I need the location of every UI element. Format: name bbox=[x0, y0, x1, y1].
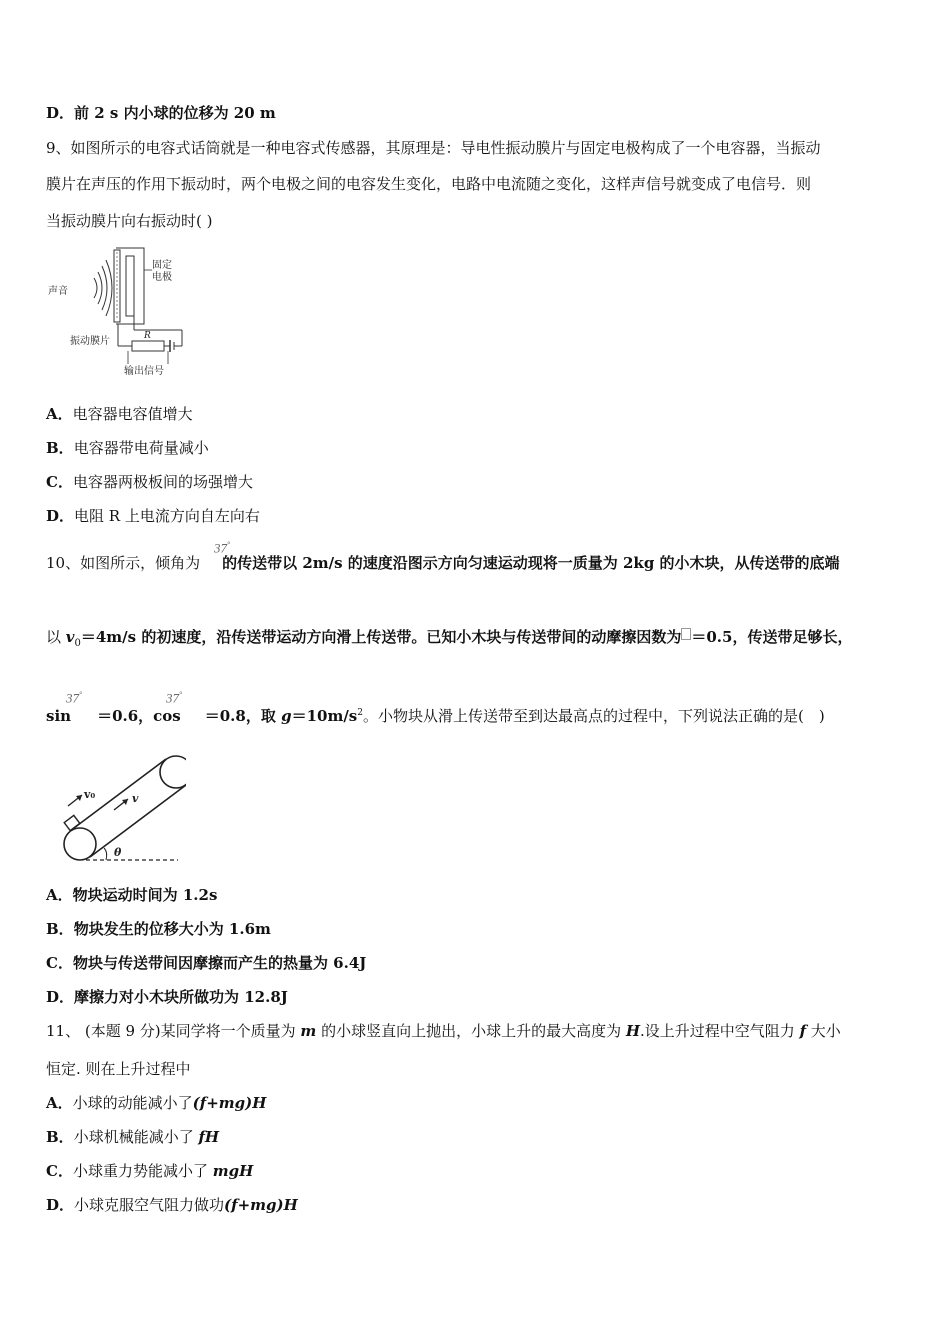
label-theta: θ bbox=[114, 846, 122, 859]
option-text: 摩擦力对小木块所做功为 12.8J bbox=[74, 988, 288, 1006]
option-formula: (f+mg)H bbox=[224, 1196, 298, 1214]
option-label: A． bbox=[46, 1094, 73, 1112]
q9-stem-line-2: 膜片在声压的作用下振动时，两个电极之间的电容发生变化，电路中电流随之变化，这样声信号就变成了电信号．则 bbox=[46, 175, 812, 193]
conveyor-diagram bbox=[56, 748, 186, 868]
option-text: 小球机械能减小了 bbox=[73, 1128, 199, 1146]
H-symbol: H bbox=[625, 1022, 641, 1040]
q11-text: 的小球竖直向上抛出，小球上升的最大高度为 bbox=[316, 1022, 626, 1040]
angle-37-cos bbox=[166, 690, 182, 706]
q10-stem-line-3 bbox=[46, 703, 825, 726]
q11-text: 11、 (本题 9 分)某同学将一个质量为 bbox=[46, 1022, 301, 1040]
q9-stem-line-3: 当振动膜片向右振动时( ) bbox=[46, 212, 213, 230]
v0-sub: 0 bbox=[74, 638, 81, 649]
q9-option-d bbox=[46, 506, 260, 526]
square: 2 bbox=[357, 708, 363, 718]
q10-option-a bbox=[46, 885, 217, 905]
option-text: 电容器两极板间的场强增大 bbox=[72, 473, 253, 491]
q11-option-d bbox=[46, 1195, 298, 1215]
label-v: v bbox=[132, 792, 139, 805]
option-text: 小球的动能减小了 bbox=[72, 1094, 193, 1112]
q10-text: ＝4m/s 的初速度，沿传送带运动方向滑上传送带。已知小木块与传送带间的动摩擦因数为 bbox=[80, 628, 682, 646]
q10-text: 。小物块从滑上传送带至到达最高点的过程中，下列说法正确的是( ) bbox=[362, 707, 825, 725]
angle-value: 37 bbox=[214, 540, 227, 556]
angle-value: 37 bbox=[66, 690, 79, 706]
angle-37-sin bbox=[66, 690, 82, 706]
option-label: C． bbox=[46, 954, 73, 972]
label-output: 输出信号 bbox=[124, 366, 164, 377]
q10-option-c bbox=[46, 953, 366, 973]
v-arrowhead bbox=[122, 799, 128, 805]
option-text: 电容器电容值增大 bbox=[72, 405, 193, 423]
option-text: 前 2 s 内小球的位移为 20 m bbox=[74, 104, 276, 122]
deg-sign: ° bbox=[227, 540, 231, 549]
option-label: D． bbox=[46, 988, 75, 1006]
option-formula: (f+mg)H bbox=[192, 1094, 267, 1112]
option-label: D． bbox=[46, 1196, 75, 1214]
q11-stem-line-2: 恒定. 则在上升过程中 bbox=[46, 1060, 191, 1078]
q9-option-b bbox=[46, 438, 209, 458]
q10-text: ＝0.5，传送带足够长， bbox=[691, 628, 853, 646]
option-label: C． bbox=[46, 473, 73, 491]
option-text: 物块发生的位移大小为 1.6m bbox=[73, 920, 271, 938]
q11-text: .设上升过程中空气阻力 bbox=[640, 1022, 800, 1040]
option-label: B． bbox=[46, 1128, 74, 1146]
option-formula: mgH bbox=[212, 1162, 254, 1180]
sound-wave bbox=[94, 278, 97, 298]
v0-arrowhead bbox=[76, 795, 82, 801]
q9-stem-line-1: 9、如图所示的电容式话筒就是一种电容式传感器，其原理是：导电性振动膜片与固定电极构成了一个电容器，当振动 bbox=[46, 139, 821, 157]
option-label: A． bbox=[46, 405, 73, 423]
q11-option-b bbox=[46, 1127, 219, 1147]
q9-option-a bbox=[46, 404, 193, 424]
option-label: D． bbox=[46, 104, 75, 122]
option-label: B． bbox=[46, 920, 74, 938]
capacitor-microphone-figure bbox=[44, 240, 194, 380]
q9-option-c bbox=[46, 472, 253, 492]
option-text: 电阻 R 上电流方向自左向右 bbox=[74, 507, 260, 525]
sound-wave bbox=[102, 266, 107, 310]
angle-arc bbox=[104, 848, 107, 860]
label-membrane: 振动膜片 bbox=[70, 336, 110, 347]
label-fixed-2: 电极 bbox=[152, 272, 172, 283]
option-label: C． bbox=[46, 1162, 73, 1180]
angle-37 bbox=[214, 540, 230, 556]
q10-text: 以 bbox=[46, 628, 66, 646]
label-resistor: R bbox=[144, 331, 151, 341]
sound-wave bbox=[98, 272, 102, 304]
g-symbol: g bbox=[281, 707, 292, 725]
option-formula: fH bbox=[198, 1128, 220, 1146]
deg-sign: ° bbox=[179, 690, 183, 699]
m-symbol: m bbox=[300, 1022, 317, 1040]
option-text: 电容器带电荷量减小 bbox=[73, 439, 209, 457]
q10-option-d bbox=[46, 987, 288, 1007]
conveyor-belt-figure bbox=[56, 748, 186, 868]
angle-value: 37 bbox=[166, 690, 179, 706]
option-label: D． bbox=[46, 507, 75, 525]
option-text: 物块与传送带间因摩擦而产生的热量为 6.4J bbox=[72, 954, 367, 972]
q10-text: ＝10m/s bbox=[291, 707, 358, 725]
option-label: A． bbox=[46, 886, 73, 904]
q11-stem-line-1 bbox=[46, 1021, 841, 1041]
option-text: 小球重力势能减小了 bbox=[72, 1162, 213, 1180]
q10-text: ＝0.8，取 bbox=[204, 707, 282, 725]
q10-stem-line-1 bbox=[46, 553, 840, 573]
q11-text: 大小 bbox=[806, 1022, 841, 1040]
label-v0: v₀ bbox=[84, 788, 96, 801]
mu-placeholder-icon bbox=[681, 628, 691, 640]
label-fixed-1: 固定 bbox=[152, 260, 172, 271]
q11-option-a bbox=[46, 1093, 266, 1113]
label-sound: 声音 bbox=[48, 286, 68, 297]
option-text: 小球克服空气阻力做功 bbox=[74, 1196, 225, 1214]
v0-symbol: v bbox=[65, 628, 75, 646]
option-text: 物块运动时间为 1.2s bbox=[72, 886, 218, 904]
f-symbol: f bbox=[799, 1022, 807, 1040]
q11-option-c bbox=[46, 1161, 253, 1181]
q10-stem-line-2 bbox=[46, 627, 852, 654]
q10-text: 10、如图所示，倾角为 bbox=[46, 554, 201, 572]
deg-sign: ° bbox=[79, 690, 83, 699]
q10-text: 的传送带以 2m/s 的速度沿图示方向匀速运动现将一质量为 2kg 的小木块，从传送带的底端 bbox=[222, 554, 840, 572]
resistor bbox=[132, 341, 164, 351]
sin-label: sin bbox=[46, 707, 72, 725]
q10-text: ＝0.6，cos bbox=[97, 707, 181, 725]
fixed-electrode bbox=[126, 256, 134, 316]
microphone-diagram bbox=[44, 240, 194, 380]
option-label: B． bbox=[46, 439, 74, 457]
q8-option-d bbox=[46, 103, 276, 123]
q10-option-b bbox=[46, 919, 271, 939]
